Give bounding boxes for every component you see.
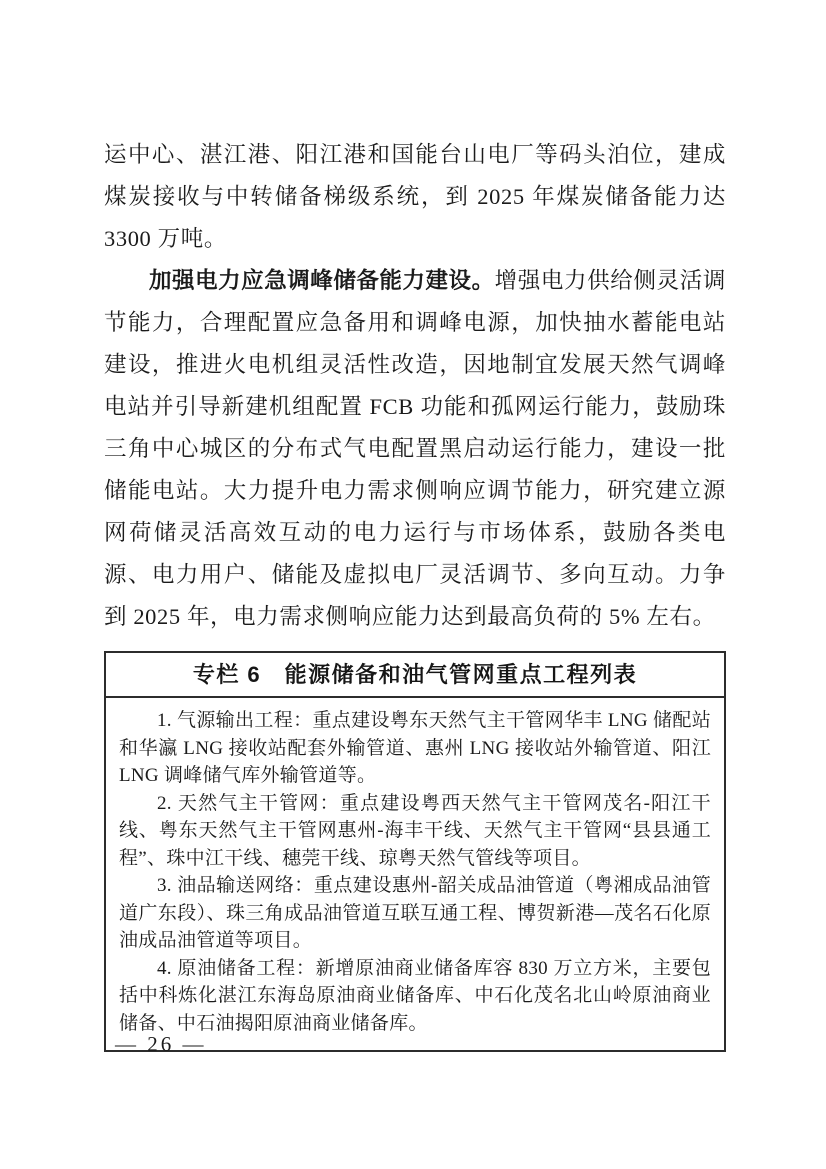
callout-item-crude-oil-reserve: 4. 原油储备工程：新增原油商业储备库容 830 万立方米，主要包括中科炼化湛江东海岛原油商业储备库、中石化茂名北山岭原油商业储备、中石油揭阳原油商业储备库。 <box>119 957 711 1034</box>
paragraph-lead-emphasis: 加强电力应急调峰储备能力建设。 <box>149 268 495 293</box>
callout-box-title: 专栏 6 能源储备和油气管网重点工程列表 <box>106 653 724 698</box>
document-content <box>104 134 726 1052</box>
paragraph-coal-storage-text: 运中心、湛江港、阳江港和国能台山电厂等码头泊位，建成煤炭接收与中转储备梯级系统，到 2025 年煤炭储备能力达 3300 万吨。 <box>104 142 726 251</box>
page-number: — 26 — <box>115 1032 207 1056</box>
callout-item-gas-trunk-network: 2. 天然气主干管网：重点建设粤西天然气主干管网茂名-阳江干线、粤东天然气主干管网惠州-海丰干线、天然气主干管网“县县通工程”、珠中江干线、穗莞干线、琼粤天然气管线等项目。 <box>119 792 711 869</box>
callout-item-gas-source: 1. 气源输出工程：重点建设粤东天然气主干管网华丰 LNG 储配站和华瀛 LNG 接收站配套外输管道、惠州 LNG 接收站外输管道、阳江 LNG 调峰储气库外输管道等。 <box>119 710 711 786</box>
paragraph-power-peak-reserve <box>104 260 726 638</box>
callout-box <box>104 651 726 1052</box>
callout-item-oil-transport-network: 3. 油品输送网络：重点建设惠州-韶关成品油管道（粤湘成品油管道广东段）、珠三角成品油管道互联互通工程、博贺新港—茂名石化原油成品油管道等项目。 <box>119 875 711 951</box>
paragraph-power-peak-reserve-text: 增强电力供给侧灵活调节能力，合理配置应急备用和调峰电源，加快抽水蓄能电站建设，推进火电机组灵活性改造，因地制宜发展天然气调峰电站并引导新建机组配置 FCB 功能和孤网运行能力，鼓励珠三角中心城区的分布式气电配置黑启动运行能力，建设一批储能电站。大力提升电力需求侧响应调节能力，研究建立源网荷储灵活高效互动的电力运行与市场体系，鼓励各类电源、电力用户、储能及虚拟电厂灵活调节、多向互动。力争到 2025 年，电力需求侧响应能力达到最高负荷的 5% 左右。 <box>104 268 726 629</box>
paragraph-coal-storage <box>104 134 726 260</box>
page-footer <box>115 1032 207 1057</box>
callout-box-body <box>106 698 724 1050</box>
